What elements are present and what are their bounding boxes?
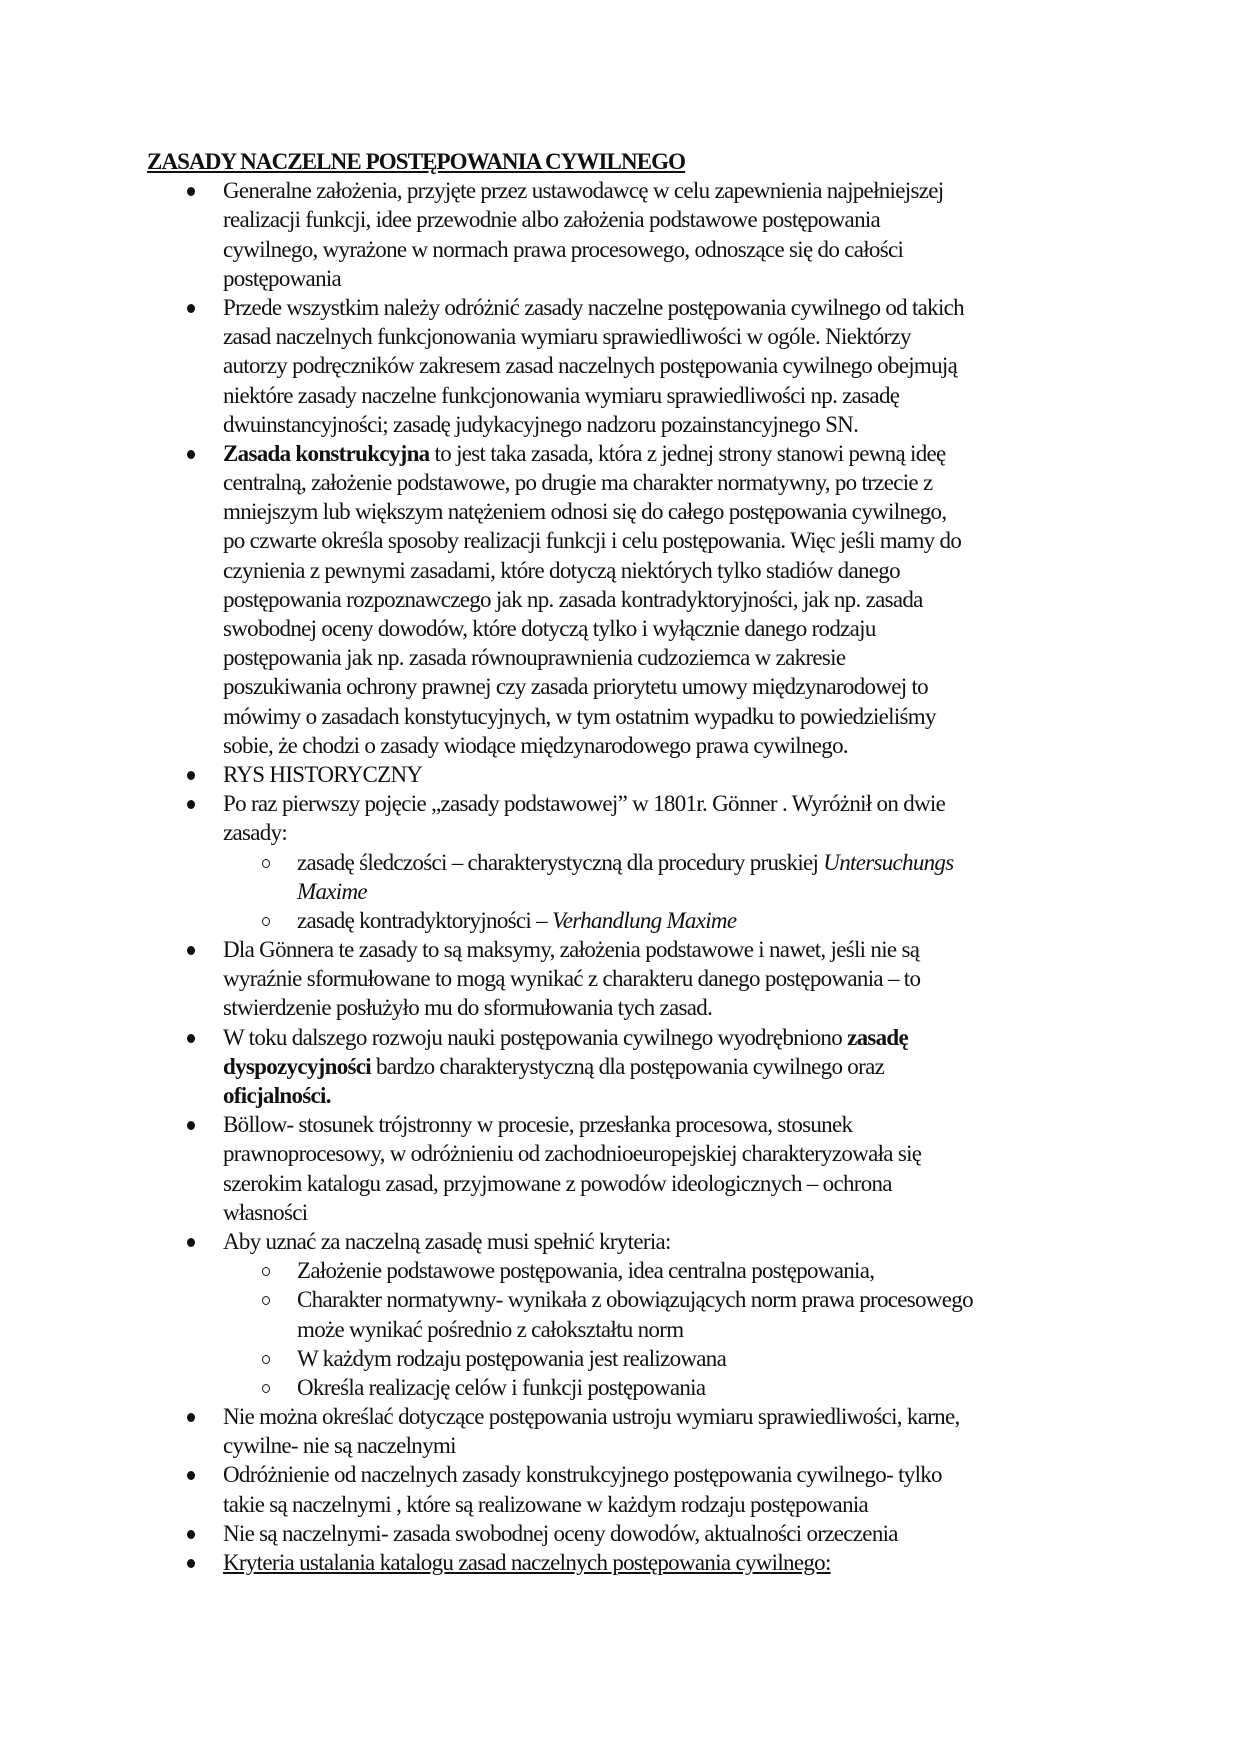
text-run: czynienia z pewnymi zasadami, które dotyczą niektórych tylko stadiów danego [223,557,900,583]
list-item-line [0,1548,1240,1577]
line-text [223,468,932,497]
text-run: Charakter normatywny- wynikała z obowiązujących norm prawa procesowego [297,1287,973,1313]
bullet-icon [187,187,195,196]
text-run: Po raz pierwszy pojęcie „zasady podstawowej” w 1801r. Gönner . Wyróżnił on dwie [223,791,946,817]
text-run: prawnoprocesowy, w odróżnieniu od zachodnioeuropejskiej charakteryzowała się [223,1141,922,1167]
text-run: RYS HISTORYCZNY [223,761,423,787]
text-run: Aby uznać za naczelną zasadę musi spełnić kryteria: [223,1228,671,1254]
list-item-line [0,322,1240,351]
line-text [223,789,945,818]
text-run: Określa realizację celów i funkcji postępowania [297,1374,706,1400]
line-text [297,1285,973,1314]
line-text [223,1139,921,1168]
list-item-line [0,1081,1240,1110]
text-run: mówimy o zasadach konstytucyjnych, w tym ostatnim wypadku to powiedzieliśmy [223,703,936,729]
circle-bullet-icon [262,1296,270,1305]
bold-text: zasadę [847,1024,909,1050]
line-text [223,731,848,760]
text-run: postępowania jak np. zasada równouprawnienia cudzoziemca w zakresie [223,645,846,671]
bullet-icon [187,1413,195,1422]
line-text [223,439,946,468]
line-text [223,585,923,614]
list-item-line [0,935,1240,964]
list-item-line [0,1402,1240,1431]
line-text [297,1315,683,1344]
bullet-icon [187,1238,195,1247]
bold-text: oficjalności. [223,1083,331,1108]
list-item-line [0,410,1240,439]
list-item-line [0,235,1240,264]
text-run: sobie, że chodzi o zasady wiodące międzynarodowego prawa cywilnego. [223,732,848,758]
bold-text: dyspozycyjności [223,1053,371,1079]
text-run: Przede wszystkim należy odróżnić zasady naczelne postępowania cywilnego od takich [223,294,964,320]
bullet-icon [187,1121,195,1130]
list-item-line [0,1198,1240,1227]
list-item-line [0,1169,1240,1198]
bullet-icon [187,304,195,313]
line-text [223,235,903,264]
line-text [223,1431,456,1460]
text-run: mniejszym lub większym natężeniem odnosi się do całego postępowania cywilnego, [223,499,947,525]
list-item-line [0,702,1240,731]
sub-list-item-line [0,906,1240,935]
circle-bullet-icon [262,859,270,868]
list-item-line [0,614,1240,643]
underlined-text: Kryteria ustalania katalogu zasad naczelnych postępowania cywilnego: [223,1550,831,1575]
line-text [297,1373,705,1402]
bullet-icon [187,771,195,780]
list-item-line [0,1139,1240,1168]
text-run: Generalne założenia, przyjęte przez ustawodawcę w celu zapewnienia najpełniejszej [223,178,944,204]
list-item-line [0,468,1240,497]
line-text [223,1023,908,1052]
line-text [223,410,858,439]
line-text [223,935,919,964]
sub-list-item-line [0,1315,1240,1344]
text-run: to jest taka zasada, która z jednej strony stanowi pewną ideę [429,440,946,466]
line-text [223,322,911,351]
text-run: stwierdzenie posłużyło mu do sformułowania tych zasad. [223,995,713,1021]
circle-bullet-icon [262,917,270,926]
list-item-line [0,672,1240,701]
bullet-icon [187,1530,195,1539]
text-run: autorzy podręczników zakresem zasad naczelnych postępowania cywilnego obejmują [223,353,958,379]
italic-text: Untersuchungs [823,849,954,875]
line-text [297,906,736,935]
list-item-line [0,176,1240,205]
line-text [223,614,876,643]
list-item-line [0,789,1240,818]
line-text [223,1460,942,1489]
document-title: ZASADY NACZELNE POSTĘPOWANIA CYWILNEGO [147,149,686,174]
list-item-line [0,818,1240,847]
list-item-line [0,760,1240,789]
list-item-line [0,1227,1240,1256]
line-text [223,351,957,380]
list-item-line [0,1023,1240,1052]
text-run: postępowania [223,265,342,291]
line-text [297,1344,726,1373]
line-text [223,526,961,555]
list-item-line [0,585,1240,614]
line-text [223,556,900,585]
circle-bullet-icon [262,1384,270,1393]
sub-list-item-line [0,1256,1240,1285]
list-item-line [0,205,1240,234]
bullet-icon [187,1559,195,1568]
text-run: takie są naczelnymi , które są realizowane w każdym rodzaju postępowania [223,1491,869,1517]
title-line [0,147,1240,176]
line-text [223,497,946,526]
bullet-icon [187,450,195,459]
sub-list-item-line [0,848,1240,877]
list-item-line [0,993,1240,1022]
text-run: cywilne- nie są naczelnymi [223,1433,456,1459]
list-item-line [0,731,1240,760]
list-item-line [0,1490,1240,1519]
text-run: zasad naczelnych funkcjonowania wymiaru sprawiedliwości w ogóle. Niektórzy [223,324,911,350]
line-text [223,176,943,205]
line-text [223,702,936,731]
list-item-line [0,1110,1240,1139]
text-run: Nie można określać dotyczące postępowania ustroju wymiaru sprawiedliwości, karne, [223,1404,960,1430]
italic-text: Maxime [297,878,367,904]
bullet-icon [187,1471,195,1480]
text-run: dwuinstancyjności; zasadę judykacyjnego nadzoru pozainstancyjnego SN. [223,411,859,437]
text-run: zasadę kontradyktoryjności – [297,907,552,933]
line-text [223,1490,868,1519]
line-text [223,264,341,293]
list-item-line [0,1460,1240,1489]
line-text [223,381,899,410]
circle-bullet-icon [262,1267,270,1276]
line-text [223,1402,960,1431]
text-run: Założenie podstawowe postępowania, idea centralna postępowania, [297,1258,875,1284]
list-item-line [0,381,1240,410]
list-item-line [0,439,1240,468]
list-item-line [0,351,1240,380]
sub-list-item-line [0,1344,1240,1373]
text-run: wyraźnie sformułowane to mogą wynikać z charakteru danego postępowania – to [223,966,921,992]
line-text [297,877,367,906]
list-item-line [0,643,1240,672]
text-run: własności [223,1199,308,1225]
text-run: może wynikać pośrednio z całokształtu norm [297,1316,684,1342]
line-text [223,760,422,789]
text-run: centralną, założenie podstawowe, po drugie ma charakter normatywny, po trzecie z [223,470,933,496]
text-run: postępowania rozpoznawczego jak np. zasada kontradyktoryjności, jak np. zasada [223,586,923,612]
line-text [223,964,920,993]
sub-list-item-line [0,1373,1240,1402]
text-run: Böllow- stosunek trójstronny w procesie, przesłanka procesowa, stosunek [223,1112,853,1138]
line-text [297,1256,874,1285]
list-item-line [0,526,1240,555]
text-run: W każdym rodzaju postępowania jest realizowana [297,1345,727,1371]
list-item-line [0,264,1240,293]
document-page [0,147,1240,1577]
text-run: Nie są naczelnymi- zasada swobodnej oceny dowodów, aktualności orzeczenia [223,1520,898,1546]
text-run: swobodnej oceny dowodów, które dotyczą tylko i wyłącznie danego rodzaju [223,616,876,641]
line-text [223,1548,831,1577]
bold-text: Zasada konstrukcyjna [223,440,430,466]
line-text [223,293,964,322]
line-text [223,1519,898,1548]
text-run: bardzo charakterystyczną dla postępowania cywilnego oraz [370,1053,885,1079]
bullet-icon [187,1034,195,1043]
text-run: Odróżnienie od naczelnych zasady konstrukcyjnego postępowania cywilnego- tylko [223,1462,942,1488]
text-run: realizacji funkcji, idee przewodnie albo założenia podstawowe postępowania [223,207,881,233]
text-run: po czwarte określa sposoby realizacji funkcji i celu postępowania. Więc jeśli mamy do [223,528,962,554]
sub-list-item-line [0,1285,1240,1314]
line-text [223,1052,884,1081]
line-text [223,1198,307,1227]
text-run: zasadę śledczości – charakterystyczną dla procedury pruskiej [297,849,824,875]
line-text [223,1169,892,1198]
line-text [223,1227,671,1256]
line-text [223,1081,331,1110]
line-text [223,818,287,847]
line-text [223,672,928,701]
list-item-line [0,497,1240,526]
list-item-line [0,964,1240,993]
italic-text: Verhandlung Maxime [551,907,737,933]
list-item-line [0,1052,1240,1081]
line-text [223,993,712,1022]
line-text [223,643,845,672]
line-text [223,205,880,234]
bullet-icon [187,800,195,809]
text-run: cywilnego, wyrażone w normach prawa procesowego, odnoszące się do całości [223,236,904,262]
text-run: W toku dalszego rozwoju nauki postępowania cywilnego wyodrębniono [223,1024,848,1050]
text-run: niektóre zasady naczelne funkcjonowania wymiaru sprawiedliwości np. zasadę [223,382,900,408]
line-text [223,1110,852,1139]
text-run: poszukiwania ochrony prawnej czy zasada priorytetu umowy międzynarodowej to [223,674,928,700]
list-item-line [0,1431,1240,1460]
sub-list-item-line [0,877,1240,906]
text-run: zasady: [223,820,288,846]
bullet-icon [187,946,195,955]
list-item-line [0,1519,1240,1548]
line-text [297,848,953,877]
text-run: szerokim katalogu zasad, przyjmowane z powodów ideologicznych – ochrona [223,1170,892,1196]
list-item-line [0,556,1240,585]
list-item-line [0,293,1240,322]
circle-bullet-icon [262,1355,270,1364]
text-run: Dla Gönnera te zasady to są maksymy, założenia podstawowe i nawet, jeśli nie są [223,937,920,963]
